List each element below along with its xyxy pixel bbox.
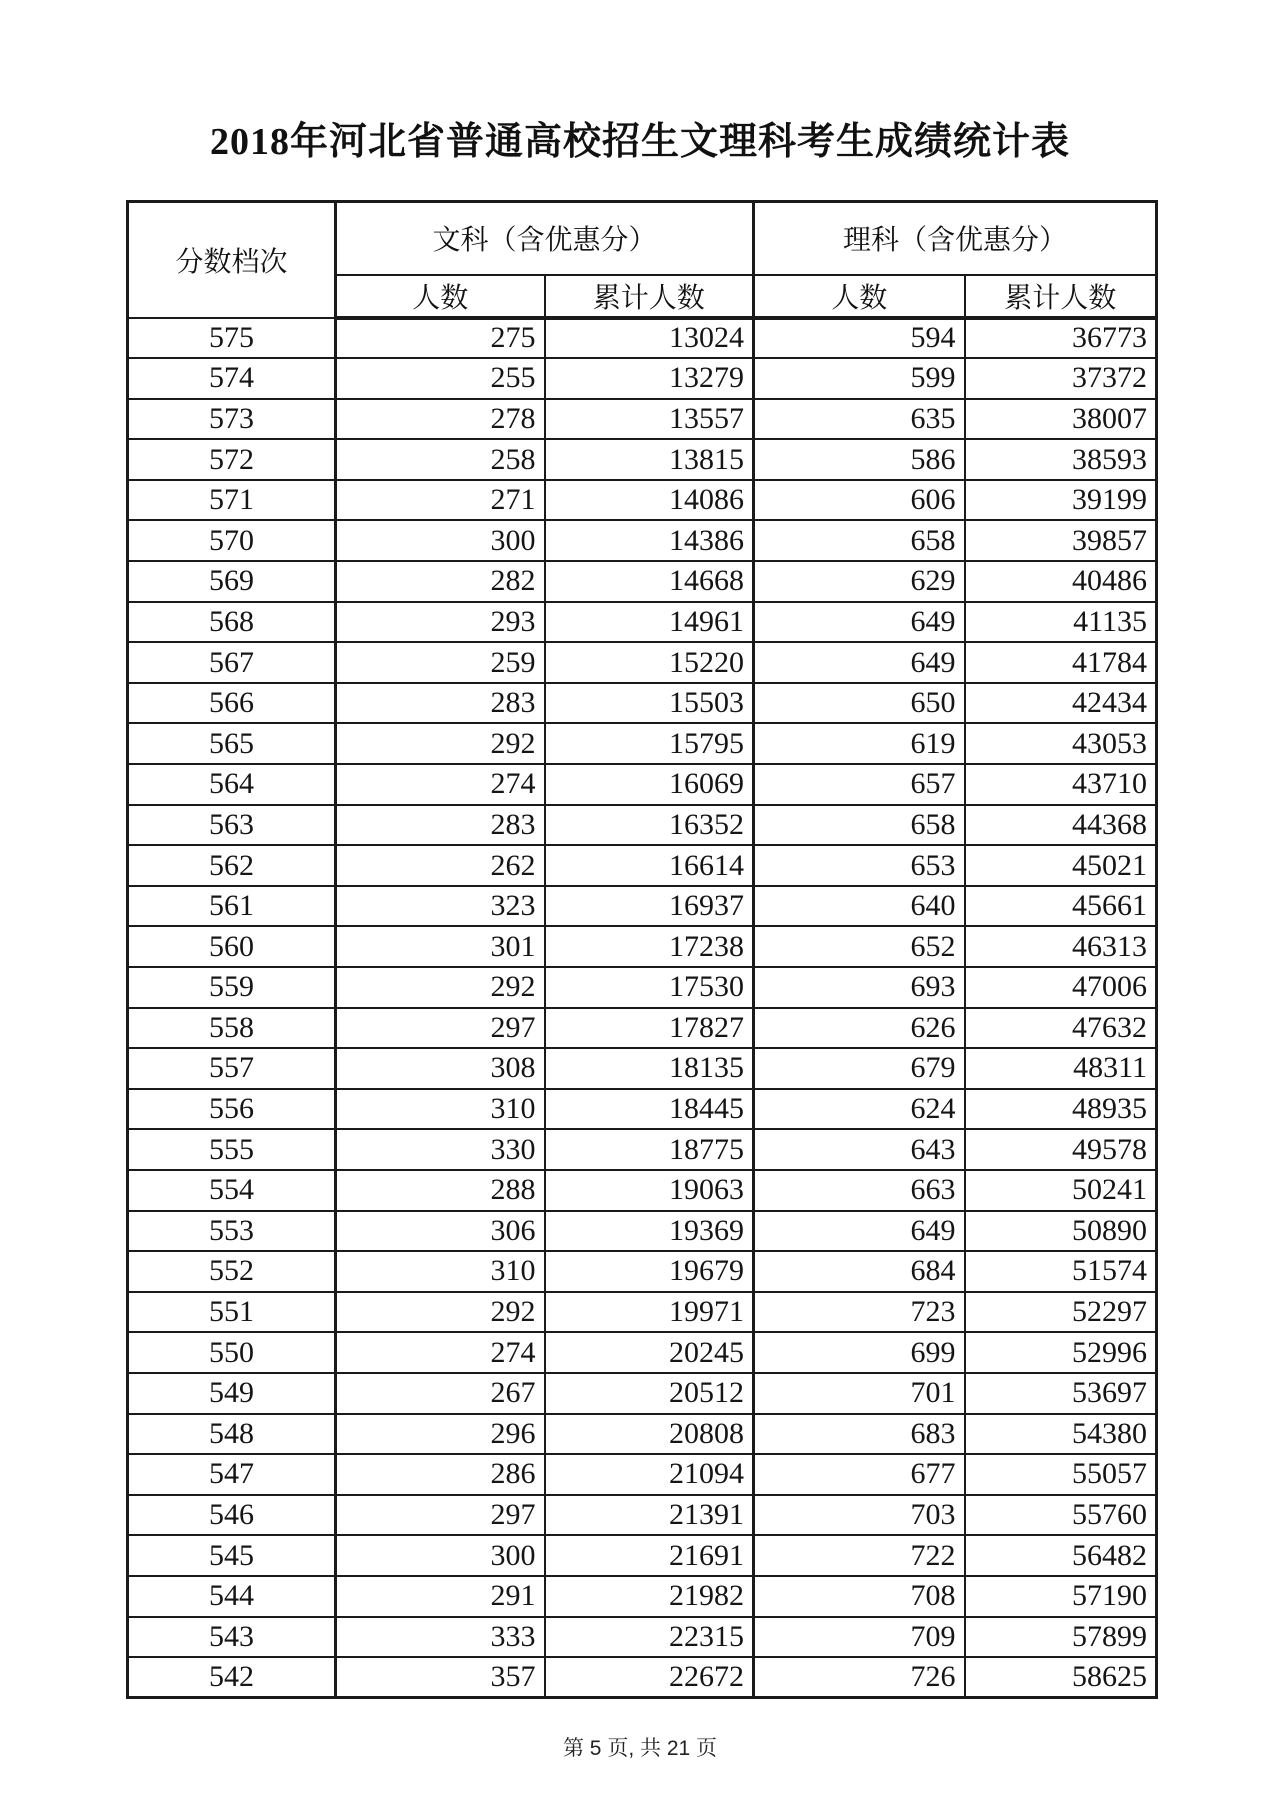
score-cell: 542 <box>128 1657 336 1698</box>
page-title: 2018年河北省普通高校招生文理科考生成绩统计表 <box>209 121 1070 163</box>
score-cell: 548 <box>128 1414 336 1455</box>
wenke-count-cell: 255 <box>336 358 545 399</box>
like-count-cell: 626 <box>754 1008 965 1049</box>
wenke-count-cell: 300 <box>336 1535 545 1576</box>
like-cumulative-cell: 48935 <box>965 1089 1157 1130</box>
wenke-count-cell: 259 <box>336 642 545 683</box>
table-row <box>128 1657 1157 1698</box>
like-count-cell: 701 <box>754 1373 965 1414</box>
wenke-count-cell: 283 <box>336 805 545 846</box>
score-cell: 573 <box>128 399 336 440</box>
score-cell: 553 <box>128 1211 336 1252</box>
like-cumulative-cell: 47632 <box>965 1008 1157 1049</box>
score-cell: 546 <box>128 1495 336 1536</box>
table-row <box>128 886 1157 927</box>
like-cumulative-cell: 39857 <box>965 520 1157 561</box>
like-cumulative-cell: 41784 <box>965 642 1157 683</box>
table-row <box>128 764 1157 805</box>
wenke-count-cell: 274 <box>336 764 545 805</box>
wenke-cumulative-cell: 20512 <box>545 1373 754 1414</box>
like-count-cell: 624 <box>754 1089 965 1130</box>
table-row <box>128 1008 1157 1049</box>
score-cell: 557 <box>128 1048 336 1089</box>
like-count-cell: 684 <box>754 1251 965 1292</box>
like-cumulative-cell: 44368 <box>965 805 1157 846</box>
table-row <box>128 602 1157 643</box>
wenke-count-cell: 310 <box>336 1089 545 1130</box>
table-row <box>128 1211 1157 1252</box>
like-cumulative-cell: 52996 <box>965 1332 1157 1373</box>
wenke-cumulative-cell: 14668 <box>545 561 754 602</box>
score-cell: 558 <box>128 1008 336 1049</box>
table-header <box>128 202 1157 318</box>
score-cell: 559 <box>128 967 336 1008</box>
like-cumulative-cell: 43053 <box>965 723 1157 764</box>
like-count-cell: 653 <box>754 845 965 886</box>
table-row <box>128 318 1157 359</box>
wenke-count-cell: 323 <box>336 886 545 927</box>
score-cell: 564 <box>128 764 336 805</box>
table-row <box>128 723 1157 764</box>
like-count-cell: 594 <box>754 318 965 359</box>
wenke-count-cell: 288 <box>336 1170 545 1211</box>
score-statistics-table <box>126 200 1158 1699</box>
wenke-cumulative-cell: 13024 <box>545 318 754 359</box>
wenke-cumulative-cell: 19369 <box>545 1211 754 1252</box>
wenke-count-cell: 293 <box>336 602 545 643</box>
like-count-header: 人数 <box>754 275 965 318</box>
wenke-count-cell: 296 <box>336 1414 545 1455</box>
like-cumulative-cell: 55057 <box>965 1454 1157 1495</box>
like-cumulative-cell: 38593 <box>965 439 1157 480</box>
wenke-cumulative-cell: 21691 <box>545 1535 754 1576</box>
score-cell: 575 <box>128 318 336 359</box>
like-cumulative-cell: 47006 <box>965 967 1157 1008</box>
wenke-cumulative-cell: 18445 <box>545 1089 754 1130</box>
score-cell: 568 <box>128 602 336 643</box>
score-cell: 561 <box>128 886 336 927</box>
like-count-cell: 708 <box>754 1576 965 1617</box>
table-row <box>128 1495 1157 1536</box>
like-cumulative-cell: 51574 <box>965 1251 1157 1292</box>
like-count-cell: 693 <box>754 967 965 1008</box>
wenke-cumulative-cell: 20245 <box>545 1332 754 1373</box>
wenke-count-cell: 291 <box>336 1576 545 1617</box>
wenke-count-cell: 267 <box>336 1373 545 1414</box>
wenke-count-cell: 262 <box>336 845 545 886</box>
wenke-cumulative-cell: 20808 <box>545 1414 754 1455</box>
wenke-cumulative-cell: 22672 <box>545 1657 754 1698</box>
like-count-cell: 658 <box>754 805 965 846</box>
wenke-count-cell: 282 <box>336 561 545 602</box>
wenke-cumulative-cell: 15795 <box>545 723 754 764</box>
score-cell: 543 <box>128 1617 336 1658</box>
wenke-cumulative-cell: 14086 <box>545 480 754 521</box>
score-cell: 550 <box>128 1332 336 1373</box>
like-count-cell: 649 <box>754 642 965 683</box>
wenke-cumulative-cell: 15220 <box>545 642 754 683</box>
score-cell: 562 <box>128 845 336 886</box>
wenke-cumulative-cell: 14386 <box>545 520 754 561</box>
score-cell: 570 <box>128 520 336 561</box>
like-cumulative-cell: 45021 <box>965 845 1157 886</box>
table-row <box>128 967 1157 1008</box>
score-cell: 552 <box>128 1251 336 1292</box>
like-cumulative-cell: 58625 <box>965 1657 1157 1698</box>
wenke-count-cell: 306 <box>336 1211 545 1252</box>
wenke-cumulative-cell: 21982 <box>545 1576 754 1617</box>
like-count-cell: 599 <box>754 358 965 399</box>
score-cell: 569 <box>128 561 336 602</box>
like-cumulative-cell: 41135 <box>965 602 1157 643</box>
wenke-cumulative-cell: 17530 <box>545 967 754 1008</box>
score-cell: 549 <box>128 1373 336 1414</box>
like-count-cell: 606 <box>754 480 965 521</box>
wenke-count-cell: 300 <box>336 520 545 561</box>
wenke-cumulative-cell: 16069 <box>545 764 754 805</box>
like-count-cell: 677 <box>754 1454 965 1495</box>
score-cell: 566 <box>128 683 336 724</box>
like-count-cell: 635 <box>754 399 965 440</box>
score-cell: 556 <box>128 1089 336 1130</box>
like-count-cell: 640 <box>754 886 965 927</box>
score-cell: 574 <box>128 358 336 399</box>
table-row <box>128 358 1157 399</box>
like-count-cell: 703 <box>754 1495 965 1536</box>
table-row <box>128 439 1157 480</box>
table-row <box>128 805 1157 846</box>
table-row <box>128 1129 1157 1170</box>
like-count-cell: 658 <box>754 520 965 561</box>
table-row <box>128 642 1157 683</box>
wenke-cumulative-cell: 17238 <box>545 926 754 967</box>
table-body <box>128 318 1157 1698</box>
like-cumulative-cell: 48311 <box>965 1048 1157 1089</box>
score-cell: 571 <box>128 480 336 521</box>
table-row <box>128 1454 1157 1495</box>
like-count-cell: 657 <box>754 764 965 805</box>
like-cumulative-cell: 39199 <box>965 480 1157 521</box>
wenke-count-cell: 301 <box>336 926 545 967</box>
wenke-count-cell: 297 <box>336 1495 545 1536</box>
table-row <box>128 520 1157 561</box>
score-cell: 572 <box>128 439 336 480</box>
like-count-cell: 649 <box>754 602 965 643</box>
like-count-cell: 643 <box>754 1129 965 1170</box>
wenke-count-cell: 333 <box>336 1617 545 1658</box>
table-row <box>128 683 1157 724</box>
wenke-count-cell: 278 <box>336 399 545 440</box>
wenke-cumulative-cell: 21094 <box>545 1454 754 1495</box>
like-count-cell: 586 <box>754 439 965 480</box>
like-count-cell: 722 <box>754 1535 965 1576</box>
wenke-count-cell: 357 <box>336 1657 545 1698</box>
score-cell: 554 <box>128 1170 336 1211</box>
like-cumulative-header: 累计人数 <box>965 275 1157 318</box>
wenke-cumulative-cell: 21391 <box>545 1495 754 1536</box>
like-cumulative-cell: 46313 <box>965 926 1157 967</box>
like-count-cell: 629 <box>754 561 965 602</box>
like-count-cell: 709 <box>754 1617 965 1658</box>
wenke-cumulative-cell: 13557 <box>545 399 754 440</box>
score-cell: 551 <box>128 1292 336 1333</box>
score-cell: 567 <box>128 642 336 683</box>
wenke-count-cell: 286 <box>336 1454 545 1495</box>
like-cumulative-cell: 56482 <box>965 1535 1157 1576</box>
wenke-cumulative-cell: 13279 <box>545 358 754 399</box>
wenke-count-cell: 275 <box>336 318 545 359</box>
wenke-cumulative-cell: 16614 <box>545 845 754 886</box>
table-row <box>128 1332 1157 1373</box>
wenke-cumulative-cell: 19971 <box>545 1292 754 1333</box>
wenke-count-cell: 292 <box>336 723 545 764</box>
table-row <box>128 845 1157 886</box>
score-cell: 544 <box>128 1576 336 1617</box>
wenke-cumulative-cell: 16937 <box>545 886 754 927</box>
like-count-cell: 652 <box>754 926 965 967</box>
wenke-count-cell: 271 <box>336 480 545 521</box>
like-count-cell: 726 <box>754 1657 965 1698</box>
like-count-cell: 650 <box>754 683 965 724</box>
like-cumulative-cell: 54380 <box>965 1414 1157 1455</box>
score-cell: 547 <box>128 1454 336 1495</box>
like-count-cell: 619 <box>754 723 965 764</box>
wenke-cumulative-cell: 18135 <box>545 1048 754 1089</box>
like-cumulative-cell: 57190 <box>965 1576 1157 1617</box>
like-count-cell: 723 <box>754 1292 965 1333</box>
wenke-count-cell: 297 <box>336 1008 545 1049</box>
like-cumulative-cell: 55760 <box>965 1495 1157 1536</box>
like-cumulative-cell: 42434 <box>965 683 1157 724</box>
table-row <box>128 1170 1157 1211</box>
table-row <box>128 1576 1157 1617</box>
wenke-cumulative-cell: 14961 <box>545 602 754 643</box>
header-row-groups <box>128 202 1157 275</box>
wenke-cumulative-cell: 16352 <box>545 805 754 846</box>
like-cumulative-cell: 40486 <box>965 561 1157 602</box>
like-cumulative-cell: 53697 <box>965 1373 1157 1414</box>
wenke-cumulative-cell: 19063 <box>545 1170 754 1211</box>
table-row <box>128 1048 1157 1089</box>
like-cumulative-cell: 45661 <box>965 886 1157 927</box>
table-row <box>128 1292 1157 1333</box>
wenke-cumulative-cell: 19679 <box>545 1251 754 1292</box>
like-cumulative-cell: 50241 <box>965 1170 1157 1211</box>
wenke-cumulative-cell: 22315 <box>545 1617 754 1658</box>
like-count-cell: 663 <box>754 1170 965 1211</box>
table-row <box>128 1414 1157 1455</box>
score-cell: 555 <box>128 1129 336 1170</box>
like-cumulative-cell: 52297 <box>965 1292 1157 1333</box>
score-cell: 563 <box>128 805 336 846</box>
wenke-count-cell: 292 <box>336 967 545 1008</box>
table-row <box>128 480 1157 521</box>
wenke-cumulative-cell: 18775 <box>545 1129 754 1170</box>
score-cell: 560 <box>128 926 336 967</box>
like-cumulative-cell: 57899 <box>965 1617 1157 1658</box>
like-cumulative-cell: 43710 <box>965 764 1157 805</box>
table-row <box>128 561 1157 602</box>
science-group-header: 理科（含优惠分） <box>754 202 1157 275</box>
table-row <box>128 1251 1157 1292</box>
wenke-count-cell: 292 <box>336 1292 545 1333</box>
like-cumulative-cell: 36773 <box>965 318 1157 359</box>
wenke-count-cell: 258 <box>336 439 545 480</box>
wenke-cumulative-cell: 15503 <box>545 683 754 724</box>
score-level-header: 分数档次 <box>128 202 336 318</box>
wenke-count-cell: 310 <box>336 1251 545 1292</box>
wenke-cumulative-header: 累计人数 <box>545 275 754 318</box>
wenke-count-header: 人数 <box>336 275 545 318</box>
like-cumulative-cell: 50890 <box>965 1211 1157 1252</box>
score-cell: 545 <box>128 1535 336 1576</box>
like-cumulative-cell: 37372 <box>965 358 1157 399</box>
table-row <box>128 1089 1157 1130</box>
wenke-cumulative-cell: 17827 <box>545 1008 754 1049</box>
like-count-cell: 683 <box>754 1414 965 1455</box>
table-row <box>128 1535 1157 1576</box>
like-cumulative-cell: 49578 <box>965 1129 1157 1170</box>
table-row <box>128 399 1157 440</box>
wenke-count-cell: 330 <box>336 1129 545 1170</box>
table-row <box>128 1373 1157 1414</box>
table-row <box>128 926 1157 967</box>
like-cumulative-cell: 38007 <box>965 399 1157 440</box>
like-count-cell: 649 <box>754 1211 965 1252</box>
score-cell: 565 <box>128 723 336 764</box>
like-count-cell: 699 <box>754 1332 965 1373</box>
wenke-count-cell: 283 <box>336 683 545 724</box>
wenke-count-cell: 308 <box>336 1048 545 1089</box>
wenke-cumulative-cell: 13815 <box>545 439 754 480</box>
like-count-cell: 679 <box>754 1048 965 1089</box>
page-number-footer: 第 5 页, 共 21 页 <box>562 1737 718 1760</box>
wenke-count-cell: 274 <box>336 1332 545 1373</box>
table-row <box>128 1617 1157 1658</box>
liberal-arts-group-header: 文科（含优惠分） <box>336 202 754 275</box>
